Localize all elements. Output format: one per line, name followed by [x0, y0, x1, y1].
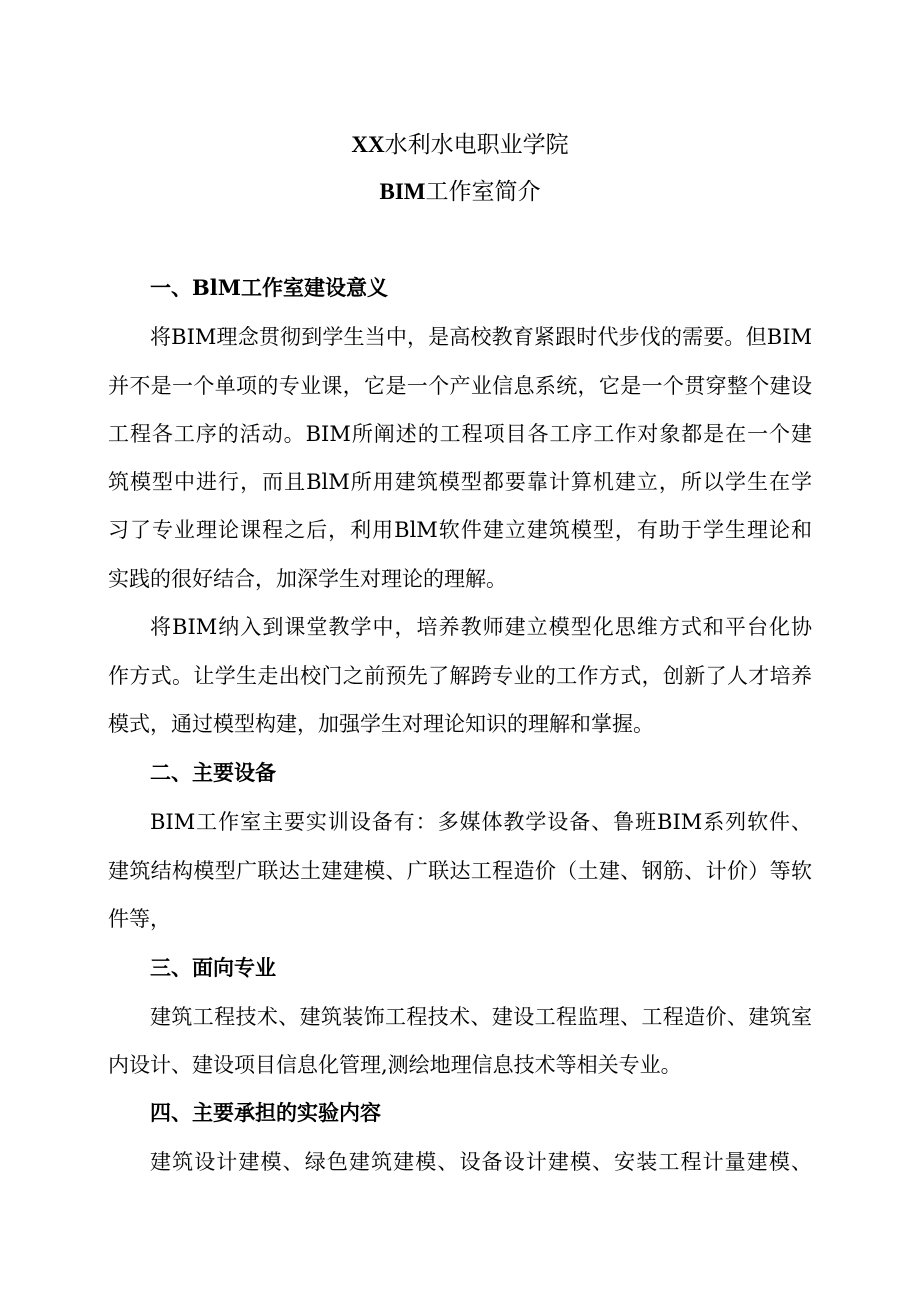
document-title-studio [0, 177, 920, 207]
document-title-school [0, 130, 920, 160]
paragraph-line: 作方式。让学生走出校门之前预先了解跨专业的工作方式，创新了人才培养 [108, 664, 812, 688]
paragraph-line: 习了专业理论课程之后，利用BlM软件建立建筑模型，有助于学生理论和 [108, 518, 812, 542]
section-heading-significance: 一、BlM工作室建设意义 [150, 275, 388, 300]
paragraph-line: 建筑结构模型广联达土建建模、广联达工程造价（土建、钢筋、计价）等软 [108, 859, 812, 883]
title-school-prefix: XX [351, 132, 385, 157]
section-heading-experiments: 四、主要承担的实验内容 [150, 1100, 381, 1125]
paragraph-line: 模式，通过模型构建，加强学生对理论知识的理解和掌握。 [108, 712, 654, 736]
title-school-name: 水利水电职业学院 [384, 132, 569, 158]
paragraph-line: 建筑工程技术、建筑装饰工程技术、建设工程监理、工程造价、建筑室 [150, 1005, 812, 1029]
section-heading-majors: 三、面向专业 [150, 955, 276, 980]
paragraph-line: 将BIM纳入到课堂教学中，培养教师建立模型化思维方式和平台化协 [150, 615, 812, 639]
paragraph-line: 建筑设计建模、绿色建筑建模、设备设计建模、安装工程计量建模、 [150, 1150, 812, 1174]
paragraph-line: 工程各工序的活动。BIM所阐述的工程项目各工序工作对象都是在一个建 [108, 422, 812, 446]
title-studio-name: 工作室简介 [425, 179, 541, 205]
paragraph-line: 内设计、建设项目信息化管理,测绘地理信息技术等相关专业。 [108, 1053, 682, 1077]
paragraph-line: 件等， [108, 907, 171, 931]
section-heading-equipment: 二、主要设备 [150, 760, 276, 785]
paragraph-line: 将BIM理念贯彻到学生当中，是高校教育紧跟时代步伐的需要。但BIM [150, 325, 812, 349]
paragraph-line: BIM工作室主要实训设备有：多媒体教学设备、鲁班BIM系列软件、 [150, 810, 812, 834]
paragraph-line: 并不是一个单项的专业课，它是一个产业信息系统，它是一个贯穿整个建设 [108, 374, 812, 398]
paragraph-line: 筑模型中进行，而且BlM所用建筑模型都要靠计算机建立，所以学生在学 [108, 470, 812, 494]
paragraph-line: 实践的很好结合，加深学生对理论的理解。 [108, 567, 507, 591]
title-studio-prefix: BIM [379, 179, 426, 204]
